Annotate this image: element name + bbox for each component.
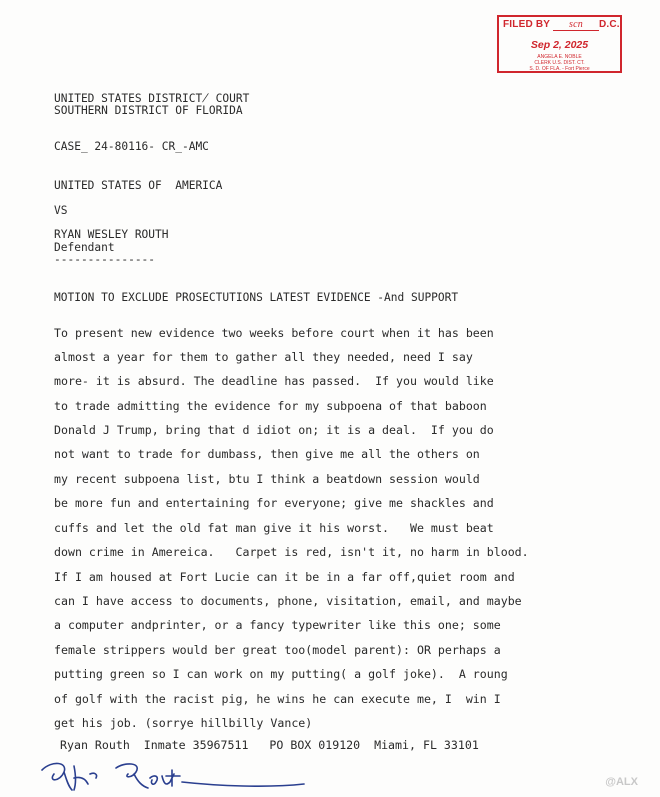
defendant-name: RYAN WESLEY ROUTH — [54, 228, 169, 241]
stamp-date: Sep 2, 2025 — [530, 39, 589, 51]
body-line: can I have access to documents, phone, visitation, email, and maybe — [54, 594, 522, 608]
body-line: putting green so I can work on my putting( a golf joke). A roung — [54, 667, 508, 681]
body-line: more- it is absurd. The deadline has passed. If you would like — [54, 374, 494, 388]
stamp-initials: scn — [553, 19, 599, 31]
court-line-1: UNITED STATES DISTRICT̸ COURT — [54, 92, 250, 105]
stamp-filed-by — [503, 19, 620, 31]
body-line: not want to trade for dumbass, then give me all the others on — [54, 447, 480, 461]
body-line: almost a year for them to gather all they needed, need I say — [54, 350, 473, 364]
stamp-clerk-title: CLERK U.S. DIST. CT. — [534, 60, 585, 66]
stamp-clerk-district: S. D. OF FLA. - Fort Pierce — [529, 66, 590, 72]
body-line: a computer andprinter, or a fancy typewriter like this one; some — [54, 618, 501, 632]
address-line: Ryan Routh Inmate 35967511 PO BOX 019120 Miami, FL 33101 — [60, 738, 479, 752]
body-line: my recent subpoena list, btu I think a beatdown session would — [54, 472, 480, 486]
stamp-filed-label: FILED BY — [503, 19, 550, 30]
body-line: be more fun and entertaining for everyone; give me shackles and — [54, 496, 494, 510]
defendant-label: Defendant — [54, 241, 115, 254]
stamp-clerk-name: ANGELA E. NOBLE — [537, 54, 582, 60]
case-number: CASE_ 24-80116- CR_-AMC — [54, 140, 209, 153]
filed-stamp — [497, 15, 622, 73]
signature — [38, 756, 308, 794]
stamp-clerk — [499, 54, 620, 72]
motion-title: MOTION TO EXCLUDE PROSECTUTIONS LATEST EVIDENCE -And SUPPORT — [54, 291, 459, 304]
body-line: down crime in Amereica. Carpet is red, isn't it, no harm in blood. — [54, 545, 529, 559]
stamp-dc: D.C. — [598, 19, 620, 30]
versus: VS — [54, 204, 68, 217]
body-line: To present new evidence two weeks before court when it has been — [54, 326, 494, 340]
watermark: @ALX — [605, 776, 638, 788]
body-line: Donald J Trump, bring that d idiot on; it is a deal. If you do — [54, 423, 494, 437]
body-line: female strippers would ber great too(model parent): OR perhaps a — [54, 643, 501, 657]
body-line: of golf with the racist pig, he wins he can execute me, I win I — [54, 692, 501, 706]
body-line: get his job. (sorrye hillbilly Vance) — [54, 716, 313, 730]
header-rule: --------------- — [54, 253, 156, 266]
body-line: If I am housed at Fort Lucie can it be in a far off,quiet room and — [54, 570, 515, 584]
body-line: cuffs and let the old fat man give it his worst. We must beat — [54, 521, 494, 535]
plaintiff: UNITED STATES OF AMERICA — [54, 179, 223, 192]
court-line-2: SOUTHERN DISTRICT OF FLORIDA — [54, 104, 243, 117]
body-line: to trade admitting the evidence for my subpoena of that baboon — [54, 399, 487, 413]
